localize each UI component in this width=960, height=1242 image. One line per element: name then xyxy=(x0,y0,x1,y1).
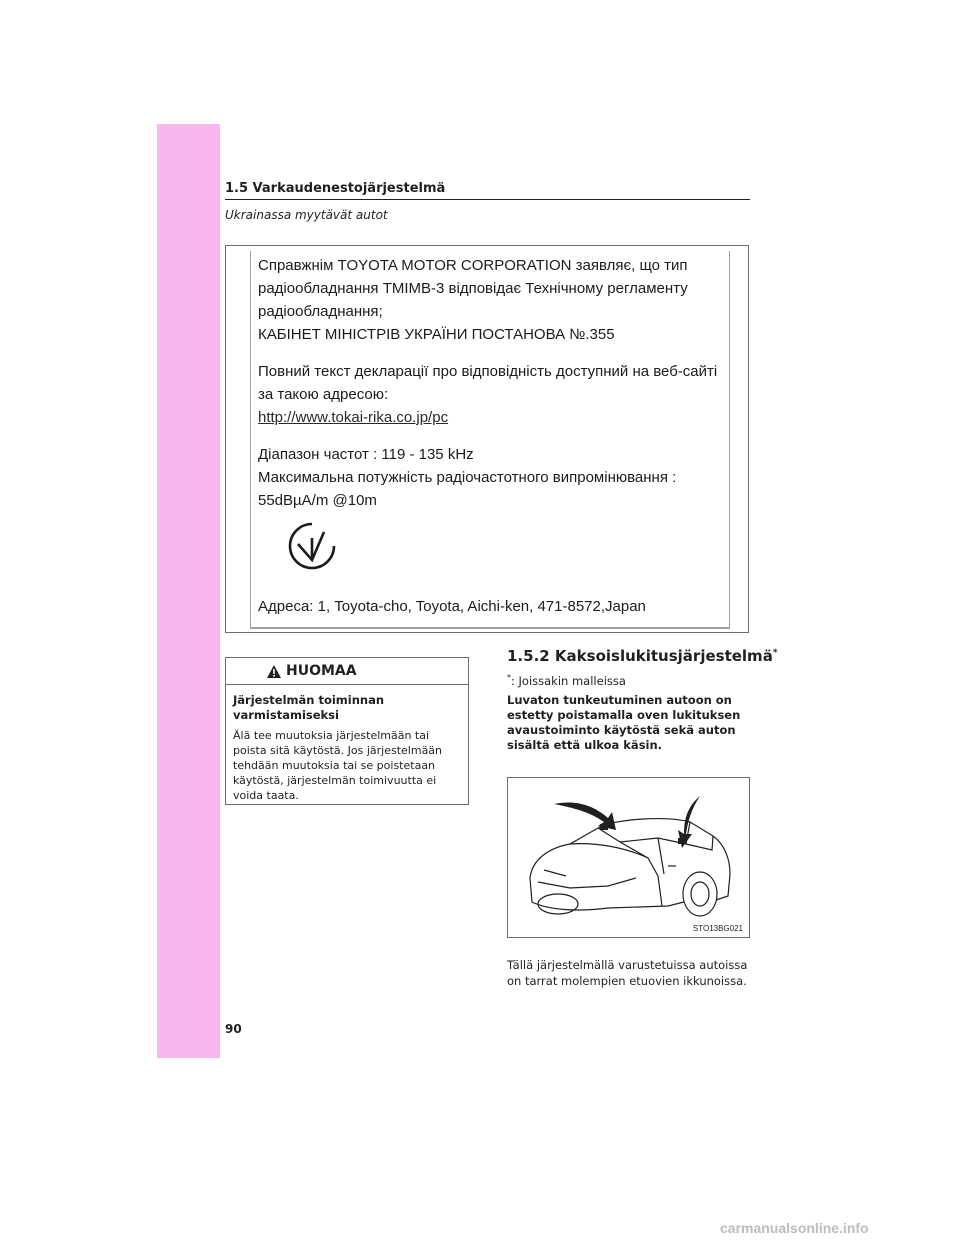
heading-asterisk: * xyxy=(772,648,778,658)
section-header: 1.5 Varkaudenestojärjestelmä xyxy=(225,178,750,200)
label-line: Діапазон частот : 119 - 135 kHz xyxy=(258,446,474,463)
note-asterisk: * xyxy=(507,673,511,682)
ua-conformity-mark-icon xyxy=(284,518,340,574)
caution-heading: HUOMAA xyxy=(286,663,357,679)
section-heading: 1.5.2 Kaksoislukitusjärjestelmä* xyxy=(507,647,778,665)
label-url: http://www.tokai-rika.co.jp/pc xyxy=(258,409,449,426)
side-tab xyxy=(157,124,220,1058)
figure-code: STO13BG021 xyxy=(692,924,743,933)
car-illustration xyxy=(507,777,750,938)
car-drawing-icon xyxy=(508,778,749,937)
section-subtitle: Ukrainassa myytävät autot xyxy=(225,208,388,222)
label-line: Максимальна потужність радіочастотного випромінювання : xyxy=(258,469,677,486)
label-line: 55dBµA/m @10m xyxy=(258,492,377,509)
model-note: *: Joissakin malleissa xyxy=(507,673,626,688)
caution-title: Järjestelmän toiminnan varmistamiseksi xyxy=(233,693,385,722)
caution-box xyxy=(225,657,469,805)
label-line: радіообладнання; xyxy=(258,303,383,320)
warning-triangle-icon xyxy=(266,664,282,679)
watermark: carmanualsonline.info xyxy=(720,1220,869,1236)
caution-header xyxy=(226,658,468,685)
declaration-label xyxy=(225,245,749,633)
page-number: 90 xyxy=(225,1022,242,1036)
label-line: КАБІНЕТ МІНІСТРІВ УКРАЇНИ ПОСТАНОВА №.355 xyxy=(258,326,615,343)
label-line: Повний текст декларації про відповідність доступний на веб-сайті xyxy=(258,363,718,380)
label-line: радіообладнання TMIMB-3 відповідає Технічному регламенту xyxy=(258,280,688,297)
body-paragraph: Tällä järjestelmällä varustetuissa autoissa on tarrat molempien etuovien ikkunoissa. xyxy=(507,958,748,988)
label-line: Справжнім TOYOTA MOTOR CORPORATION заявляє, що тип xyxy=(258,257,688,274)
label-line: Адреса: 1, Toyota-cho, Toyota, Aichi-ken, 471-8572,Japan xyxy=(258,598,646,615)
label-line: за такою адресою: xyxy=(258,386,389,403)
intro-paragraph: Luvaton tunkeutuminen autoon on estetty poistamalla oven lukituksen avaustoiminto käytöstä sekä auton sisältä että ulkoa käsin. xyxy=(507,693,741,752)
caution-text: Älä tee muutoksia järjestelmään tai poista sitä käytöstä. Jos järjestelmään tehdään muutoksia tai se poistetaan käytöstä, järjestelmän toimivuutta ei voida taata. xyxy=(233,729,443,802)
